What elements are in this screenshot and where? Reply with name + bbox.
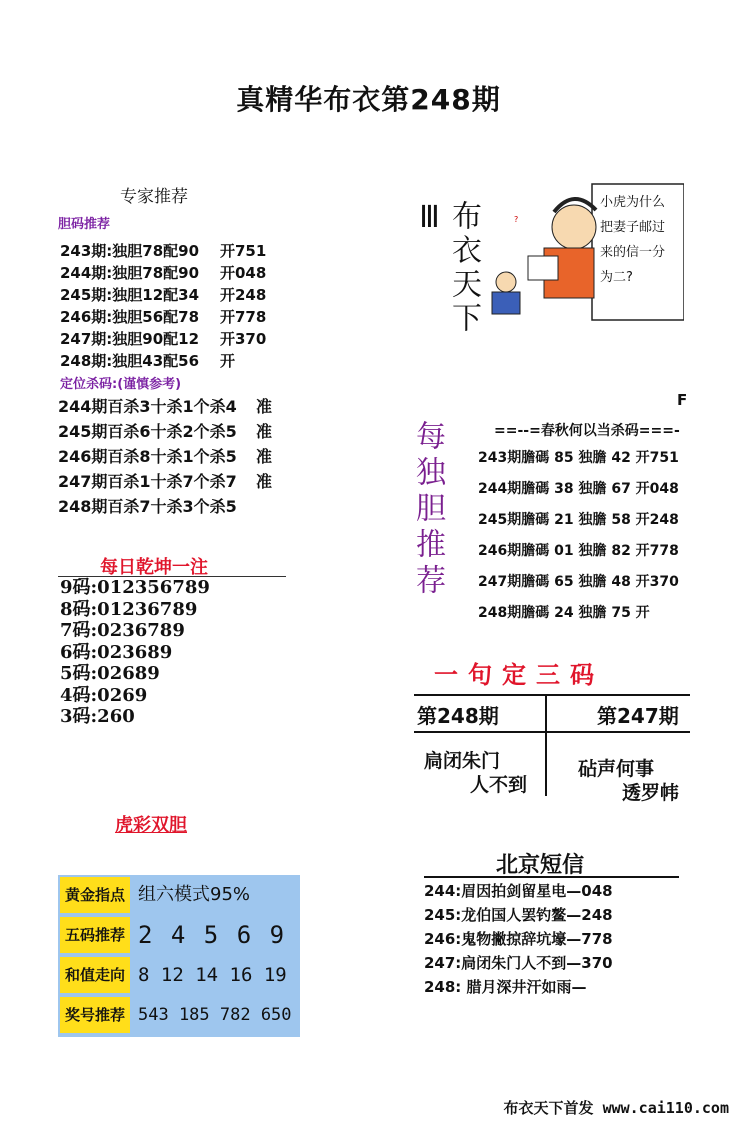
- tiger-value: 8 12 14 16 19: [138, 964, 287, 986]
- list-item: 246:鬼物撇掠辞坑壕—778: [424, 930, 613, 948]
- phrase-top-line: [414, 694, 690, 696]
- table-row: [58, 997, 300, 1037]
- list-item: 244:眉因拍剑留星电—048: [424, 882, 613, 900]
- cartoon-caption: 小虎为什么 把妻子邮过 来的信一分 为二?: [600, 195, 666, 285]
- list-item: 248期:独胆43配56 开: [60, 352, 236, 370]
- tiger-value: 2 4 5 6 9: [138, 921, 287, 949]
- phrase-col-line: [545, 696, 547, 796]
- list-item: 246期膽碼 01 独膽 82 开778: [478, 543, 679, 559]
- vertical-title: 布衣天下Ⅲ: [412, 200, 481, 336]
- daily-heading: 每日乾坤一注: [100, 557, 208, 578]
- list-item: 9码:012356789: [60, 577, 210, 598]
- svg-text:?: ?: [514, 215, 519, 224]
- expert-rows: [60, 240, 300, 372]
- each-vertical-title: 每独胆推荐: [410, 420, 445, 600]
- beijing-rows: [424, 879, 613, 999]
- tiger-value: 543 185 782 650: [138, 1005, 292, 1025]
- list-item: 7码:0236789: [60, 620, 185, 641]
- list-item: 6码:023689: [60, 641, 173, 663]
- tiger-label: 奖号推荐: [60, 997, 130, 1033]
- list-item: 248期膽碼 24 独膽 75 开: [478, 605, 650, 621]
- table-row: [58, 917, 300, 957]
- list-item: 243期:独胆78配90 开751: [60, 242, 267, 260]
- expert-heading: 专家推荐: [120, 187, 188, 207]
- stray-letter: F: [677, 391, 688, 409]
- table-row: [58, 957, 300, 997]
- table-row: [58, 877, 300, 917]
- phrase-right-line1: 砧声何事: [578, 758, 655, 780]
- kill-rows: [58, 394, 298, 519]
- beijing-line: [424, 876, 679, 878]
- list-item: 244期百杀3十杀1个杀4 准: [58, 397, 273, 416]
- phrase-left-line1: 扃闭朱门: [424, 750, 501, 772]
- tiger-label: 和值走向: [60, 957, 130, 993]
- phrase-left-line2: 人不到: [470, 774, 528, 796]
- list-item: 248期百杀7十杀3个杀5: [58, 497, 237, 516]
- list-item: 247期百杀1十杀7个杀7 准: [58, 472, 273, 491]
- phrase-mid-line: [414, 731, 690, 733]
- list-item: 243期膽碼 85 独膽 42 开751: [478, 450, 679, 466]
- list-item: 247期膽碼 65 独膽 48 开370: [478, 574, 679, 590]
- list-item: 3码:260: [60, 706, 135, 727]
- beijing-heading: 北京短信: [496, 853, 585, 878]
- daily-rows: [60, 577, 210, 728]
- list-item: 245:龙伯国人罢钓鳌—248: [424, 906, 613, 924]
- tiger-heading: 虎彩双胆: [115, 815, 187, 836]
- phrase-heading: 一句定三码: [434, 661, 604, 689]
- tiger-table: [58, 875, 300, 1037]
- cartoon: [484, 182, 684, 322]
- footer-text: 布衣天下首发 www.cai110.com: [503, 1099, 729, 1117]
- list-item: 8码:01236789: [60, 598, 198, 620]
- list-item: 245期百杀6十杀2个杀5 准: [58, 422, 273, 441]
- phrase-right-line2: 透罗帏: [622, 782, 680, 804]
- list-item: 4码:0269: [60, 684, 148, 706]
- list-item: 244期:独胆78配90 开048: [60, 264, 267, 282]
- kill-tag: 定位杀码:(谨慎参考): [60, 377, 182, 392]
- list-item: 246期百杀8十杀1个杀5 准: [58, 447, 273, 466]
- tiger-value: 组六模式95%: [138, 884, 251, 905]
- list-item: 245期膽碼 21 独膽 58 开248: [478, 512, 679, 528]
- each-rows: [478, 443, 679, 629]
- each-heading: ==--=春秋何以当杀码===-: [494, 423, 680, 439]
- phrase-left-issue: 第248期: [417, 704, 499, 728]
- list-item: 247:扃闭朱门人不到—370: [424, 954, 613, 972]
- list-item: 246期:独胆56配78 开778: [60, 308, 267, 326]
- tiger-label: 五码推荐: [60, 917, 130, 953]
- list-item: 248: 腊月深井汗如雨—: [424, 978, 587, 996]
- tiger-label: 黄金指点: [60, 877, 130, 913]
- list-item: 247期:独胆90配12 开370: [60, 330, 267, 348]
- bold-tag: 胆码推荐: [58, 217, 111, 232]
- page-title: 真精华布衣第248期: [236, 83, 501, 116]
- list-item: 5码:02689: [60, 663, 160, 684]
- list-item: 245期:独胆12配34 开248: [60, 286, 267, 304]
- list-item: 244期膽碼 38 独膽 67 开048: [478, 481, 679, 497]
- phrase-right-issue: 第247期: [597, 704, 679, 728]
